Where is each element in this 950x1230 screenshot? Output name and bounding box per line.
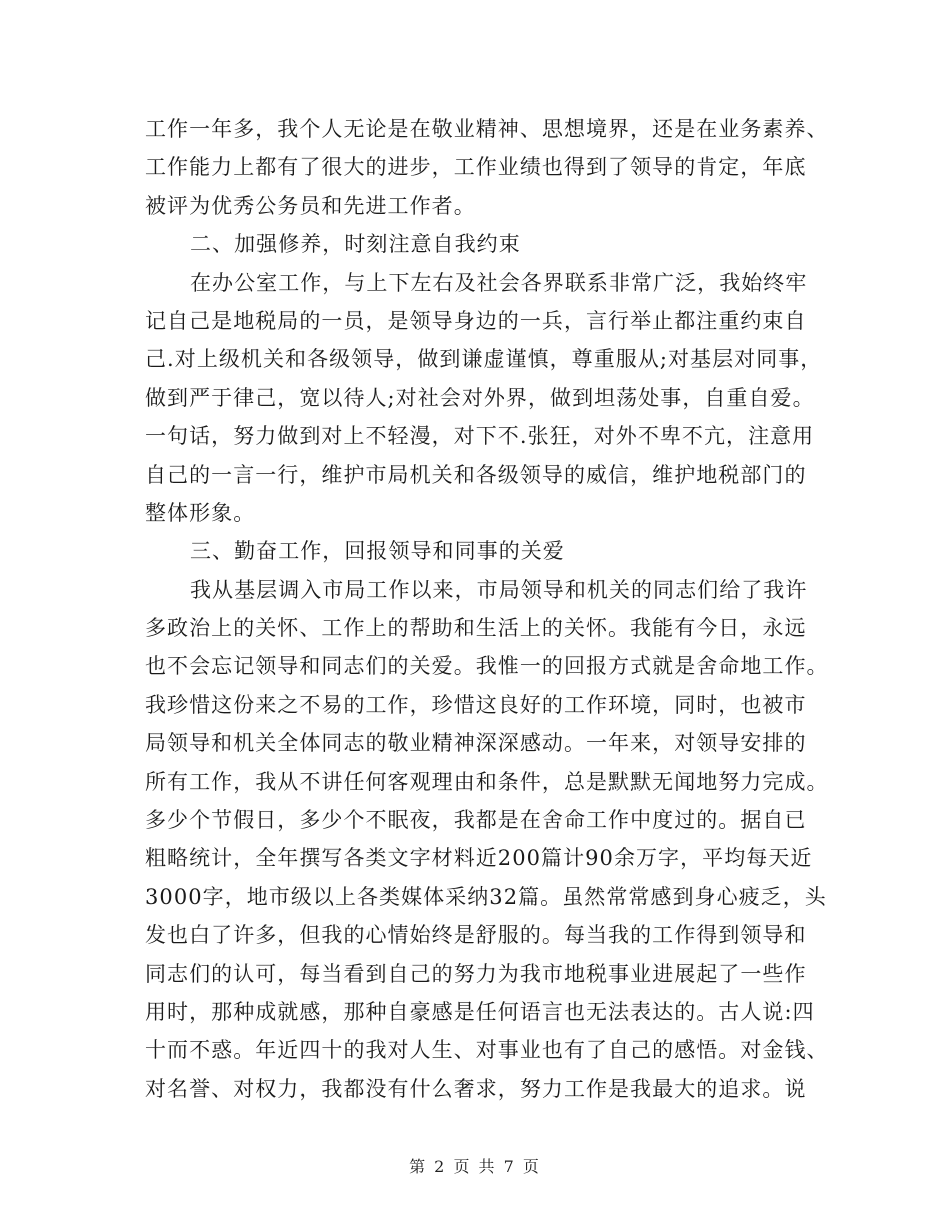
text-line: 被评为优秀公务员和先进工作者。	[145, 193, 476, 218]
text-line: 粗略统计，全年撰写各类文字材料近200篇计90余万字，平均每天近	[145, 846, 813, 871]
text-line: 己.对上级机关和各级领导，做到谦虚谨慎，尊重服从;对基层对同事，	[145, 347, 823, 372]
text-line: 二、加强修养，时刻注意自我约束	[190, 232, 521, 257]
document-body	[145, 110, 829, 1108]
text-line: 自己的一言一行，维护市局机关和各级领导的威信，维护地税部门的	[145, 462, 807, 487]
text-line: 局领导和机关全体同志的敬业精神深深感动。一年来，对领导安排的	[145, 731, 807, 756]
text-line: 多少个节假日，多少个不眠夜，我都是在舍命工作中度过的。据自已	[145, 808, 807, 833]
text-line: 做到严于律己，宽以待人;对社会对外界，做到坦荡处事，自重自爱。	[145, 385, 815, 410]
text-line: 也不会忘记领导和同志们的关爱。我惟一的回报方式就是舍命地工作。	[145, 654, 829, 679]
text-line: 我珍惜这份来之不易的工作，珍惜这良好的工作环境，同时，也被市	[145, 692, 807, 717]
text-line: 对名誉、对权力，我都没有什么奢求，努力工作是我最大的追求。说	[145, 1076, 807, 1101]
text-line: 记自己是地税局的一员，是领导身边的一兵，言行举止都注重约束自	[145, 308, 807, 333]
text-line: 所有工作，我从不讲任何客观理由和条件，总是默默无闻地努力完成。	[145, 769, 829, 794]
text-line: 十而不惑。年近四十的我对人生、对事业也有了自己的感悟。对金钱、	[145, 1038, 829, 1063]
text-line: 多政治上的关怀、工作上的帮助和生活上的关怀。我能有今日，永远	[145, 616, 807, 641]
page-number-footer: 第 2 页 共 7 页	[409, 1157, 541, 1176]
text-line: 工作能力上都有了很大的进步，工作业绩也得到了领导的肯定，年底	[145, 155, 807, 180]
text-line: 发也白了许多，但我的心情始终是舒服的。每当我的工作得到领导和	[145, 923, 807, 948]
text-line: 整体形象。	[145, 500, 256, 525]
text-line: 3000字，地市级以上各类媒体采纳32篇。虽然常常感到身心疲乏，头	[145, 884, 827, 909]
text-line: 用时，那种成就感，那种自豪感是任何语言也无法表达的。古人说:四	[145, 999, 815, 1024]
text-line: 在办公室工作，与上下左右及社会各界联系非常广泛，我始终牢	[190, 270, 808, 295]
text-line: 一句话，努力做到对上不轻漫，对下不.张狂，对外不卑不亢，注意用	[145, 424, 815, 449]
text-line: 同志们的认可，每当看到自己的努力为我市地税事业进展起了一些作	[145, 961, 807, 986]
text-line: 工作一年多，我个人无论是在敬业精神、思想境界，还是在业务素养、	[145, 117, 829, 141]
text-line: 三、勤奋工作，回报领导和同事的关爱	[190, 539, 565, 564]
text-line: 我从基层调入市局工作以来，市局领导和机关的同志们给了我许	[190, 577, 808, 602]
